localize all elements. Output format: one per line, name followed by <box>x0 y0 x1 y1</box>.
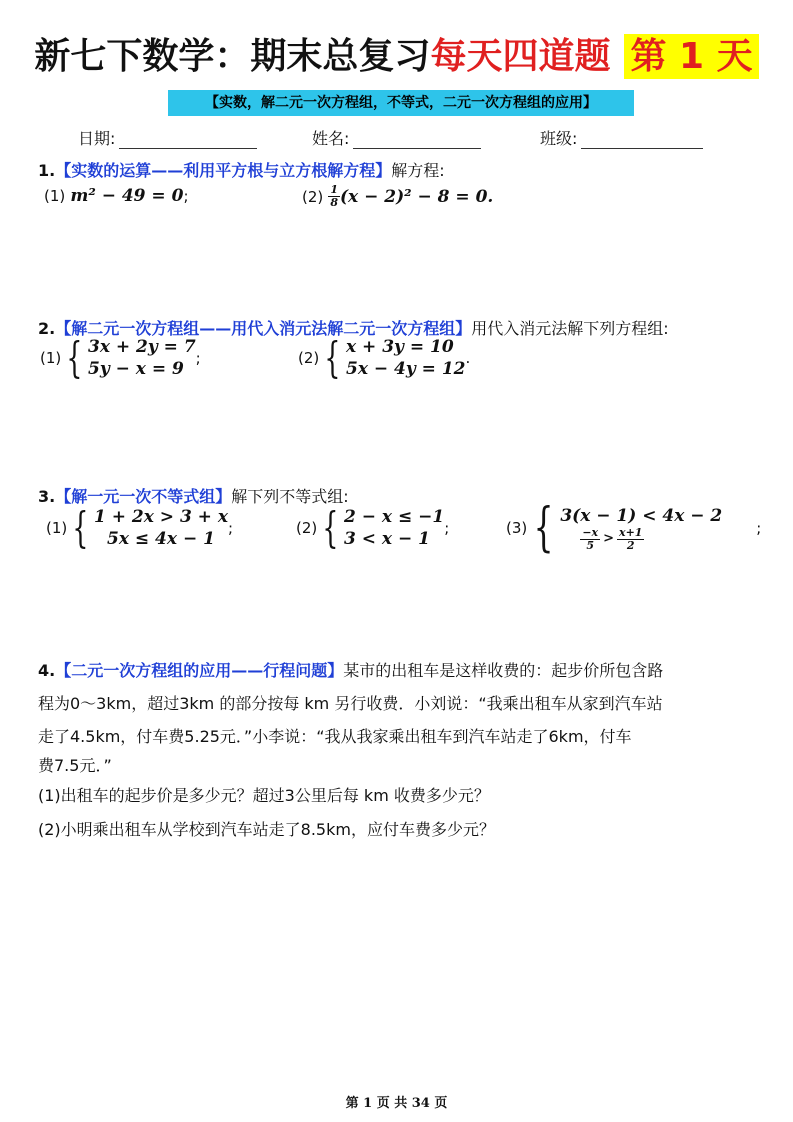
equation-system <box>346 336 466 380</box>
question-4-sub-2: (2)小明乘出租车从学校到汽车站走了8.5km，应付车费多少元？ <box>38 820 495 839</box>
fraction-left <box>580 527 600 552</box>
fraction-denominator: 2 <box>626 538 635 552</box>
fraction-right <box>617 527 644 552</box>
punctuation: . <box>465 349 471 367</box>
brace-icon: { <box>533 498 554 558</box>
greater-than: > <box>603 531 615 546</box>
question-1-part-1 <box>44 186 189 206</box>
part-label: (1) <box>40 349 62 367</box>
question-3-topic: 【解一元一次不等式组】 <box>55 487 232 506</box>
part-label: (2) <box>298 349 320 367</box>
date-field <box>78 126 257 149</box>
brace-icon: { <box>322 503 339 552</box>
punctuation: ; <box>444 519 450 537</box>
question-4-line-1 <box>38 654 763 687</box>
page-title <box>0 28 793 79</box>
question-2-topic: 【解二元一次方程组——用代入消元法解二元一次方程组】 <box>55 319 472 338</box>
name-label: 姓名: <box>312 129 350 148</box>
brace-icon: { <box>72 503 89 552</box>
question-3-part-2 <box>296 503 450 552</box>
date-blank <box>119 147 257 149</box>
question-3-part-1 <box>46 503 234 552</box>
part-label: (2) <box>302 187 324 206</box>
question-2-number: 2. <box>38 319 56 338</box>
question-4-line-3: 走了4.5km，付车费5.25元．”小李说：“我从我家乘出租车到汽车站走了6km，付车 <box>38 727 632 746</box>
fraction-denominator: 5 <box>586 538 595 552</box>
inequality-line-2 <box>560 527 722 552</box>
question-3-text: 解下列不等式组: <box>231 487 349 506</box>
equation-system <box>88 336 196 380</box>
question-2-text: 用代入消元法解下列方程组: <box>471 319 669 338</box>
name-field <box>312 126 481 149</box>
question-1-topic: 【实数的运算——利用平方根与立方根解方程】 <box>55 161 392 180</box>
equation: (x − 2)² − 8 = 0. <box>340 186 494 207</box>
inequality-system <box>560 505 722 552</box>
equation-line-2: 5x − 4y = 12 <box>345 359 466 379</box>
question-2-part-1 <box>40 333 201 382</box>
question-2-part-2 <box>298 333 471 382</box>
class-label: 班级: <box>540 129 578 148</box>
punctuation: ; <box>756 519 762 537</box>
fraction-numerator: 1 <box>330 183 338 196</box>
question-4-topic: 【二元一次方程组的应用——行程问题】 <box>55 661 344 680</box>
inequality-line-2: 3 < x − 1 <box>343 529 430 549</box>
fraction-numerator: −x <box>582 525 599 539</box>
title-main: 新七下数学：期末总复习 <box>34 36 431 77</box>
equation: m² − 49 = 0 <box>70 186 184 206</box>
brace-icon: { <box>66 333 83 382</box>
inequality-line-1: 2 − x ≤ −1 <box>343 507 445 527</box>
brace-icon: { <box>324 333 341 382</box>
date-label: 日期: <box>78 129 116 148</box>
fraction-numerator: x+1 <box>619 525 643 539</box>
punctuation: ; <box>195 349 201 367</box>
page-footer: 第 1 页 共 34 页 <box>345 1096 448 1111</box>
equation-line-2: 5y − x = 9 <box>87 359 184 379</box>
class-blank <box>581 147 703 149</box>
fraction <box>328 184 340 209</box>
part-label: (3) <box>506 519 528 537</box>
question-4-line-4: 费7.5元．” <box>38 756 112 775</box>
question-4-sub-1: (1)出租车的起步价是多少元？超过3公里后每 km 收费多少元？ <box>38 786 490 805</box>
day-badge: 第 1 天 <box>624 34 758 79</box>
inequality-line-1: 3(x − 1) < 4x − 2 <box>560 505 723 526</box>
class-field <box>540 126 703 149</box>
question-1-text: 解方程: <box>391 161 445 180</box>
question-1-part-2 <box>302 184 493 209</box>
part-label: (1) <box>44 187 66 205</box>
question-1-heading <box>38 158 445 181</box>
question-4-number: 4. <box>38 661 56 680</box>
inequality-line-2: 5x ≤ 4x − 1 <box>107 529 215 549</box>
equation-line-1: x + 3y = 10 <box>345 337 454 357</box>
question-4-text: 某市的出租车是这样收费的：起步价所包含路 <box>343 661 664 680</box>
inequality-system <box>344 506 444 550</box>
question-1-number: 1. <box>38 161 56 180</box>
punctuation: ; <box>227 519 234 537</box>
part-label: (1) <box>46 519 68 537</box>
name-blank <box>353 147 481 149</box>
inequality-line-1: 1 + 2x > 3 + x <box>93 507 228 527</box>
question-4-body <box>38 654 763 847</box>
fraction-denominator: 8 <box>330 196 338 209</box>
topic-banner: 【实数，解二元一次方程组，不等式，二元一次方程组的应用】 <box>168 90 634 116</box>
question-3-part-3 <box>506 498 762 558</box>
title-highlight: 每天四道题 <box>430 36 611 77</box>
question-3-number: 3. <box>38 487 56 506</box>
equation-line-1: 3x + 2y = 7 <box>87 337 196 357</box>
part-label: (2) <box>296 519 318 537</box>
inequality-system <box>94 506 228 550</box>
question-4-line-2: 程为0～3km，超过3km 的部分按每 km 另行收费．小刘说：“我乘出租车从家到汽车站 <box>38 694 663 713</box>
punctuation: ; <box>183 187 189 205</box>
